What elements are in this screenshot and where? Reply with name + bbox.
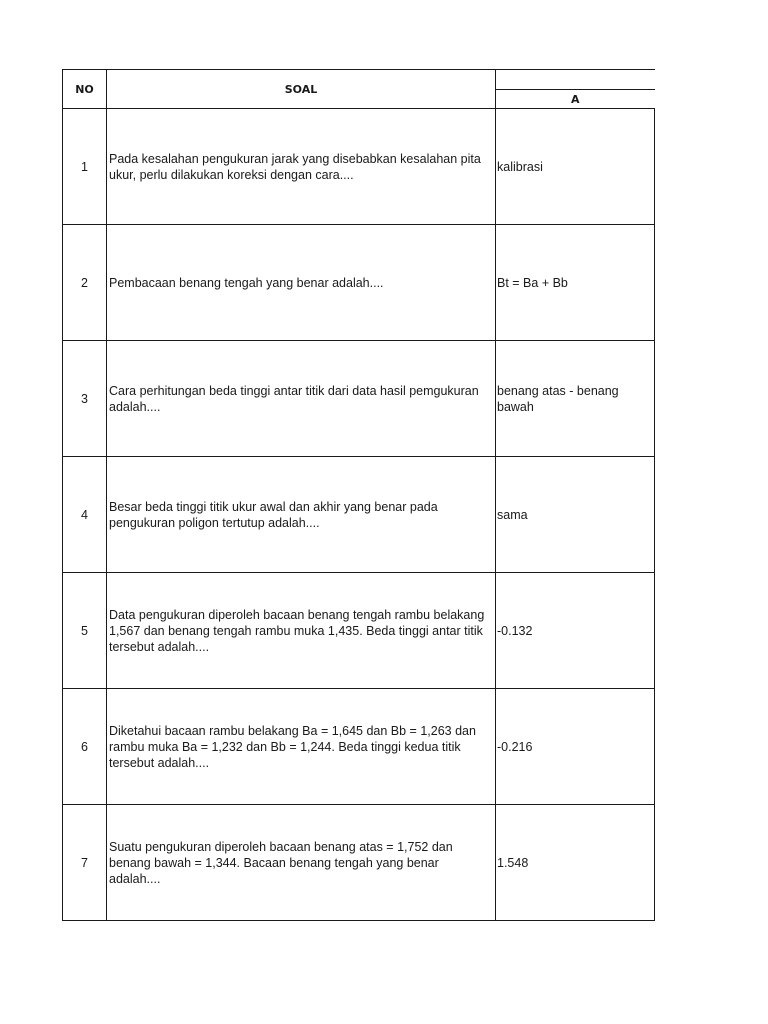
row-number: 3 bbox=[63, 341, 107, 457]
table-row bbox=[63, 457, 655, 573]
answer-a: kalibrasi bbox=[496, 109, 655, 225]
header-answer-group bbox=[496, 70, 655, 90]
question-text: Pembacaan benang tengah yang benar adalah.... bbox=[107, 225, 496, 341]
table-row bbox=[63, 689, 655, 805]
question-text: Besar beda tinggi titik ukur awal dan akhir yang benar pada pengukuran poligon tertutup adalah.... bbox=[107, 457, 496, 573]
table-row bbox=[63, 341, 655, 457]
row-number: 6 bbox=[63, 689, 107, 805]
answer-a: 1.548 bbox=[496, 805, 655, 921]
answer-a: -0.132 bbox=[496, 573, 655, 689]
row-number: 1 bbox=[63, 109, 107, 225]
table-row bbox=[63, 225, 655, 341]
table-row bbox=[63, 805, 655, 921]
row-number: 4 bbox=[63, 457, 107, 573]
header-option-a: A bbox=[496, 90, 655, 109]
row-number: 2 bbox=[63, 225, 107, 341]
header-row bbox=[63, 70, 655, 90]
row-number: 7 bbox=[63, 805, 107, 921]
question-text: Diketahui bacaan rambu belakang Ba = 1,645 dan Bb = 1,263 dan rambu muka Ba = 1,232 dan Bb = 1,244. Beda tinggi kedua titik tersebut adalah.... bbox=[107, 689, 496, 805]
header-no: NO bbox=[63, 70, 107, 109]
question-text: Data pengukuran diperoleh bacaan benang tengah rambu belakang 1,567 dan benang tengah rambu muka 1,435. Beda tinggi antar titik tersebut adalah.... bbox=[107, 573, 496, 689]
table-row bbox=[63, 109, 655, 225]
table-row bbox=[63, 573, 655, 689]
question-text: Pada kesalahan pengukuran jarak yang disebabkan kesalahan pita ukur, perlu dilakukan koreksi dengan cara.... bbox=[107, 109, 496, 225]
answer-a: Bt = Ba + Bb bbox=[496, 225, 655, 341]
header-soal: SOAL bbox=[107, 70, 496, 109]
row-number: 5 bbox=[63, 573, 107, 689]
question-text: Suatu pengukuran diperoleh bacaan benang atas = 1,752 dan benang bawah = 1,344. Bacaan benang tengah yang benar adalah.... bbox=[107, 805, 496, 921]
answer-a: benang atas - benang bawah bbox=[496, 341, 655, 457]
answer-a: sama bbox=[496, 457, 655, 573]
answer-a: -0.216 bbox=[496, 689, 655, 805]
quiz-table bbox=[62, 69, 655, 921]
question-text: Cara perhitungan beda tinggi antar titik dari data hasil pemgukuran adalah.... bbox=[107, 341, 496, 457]
